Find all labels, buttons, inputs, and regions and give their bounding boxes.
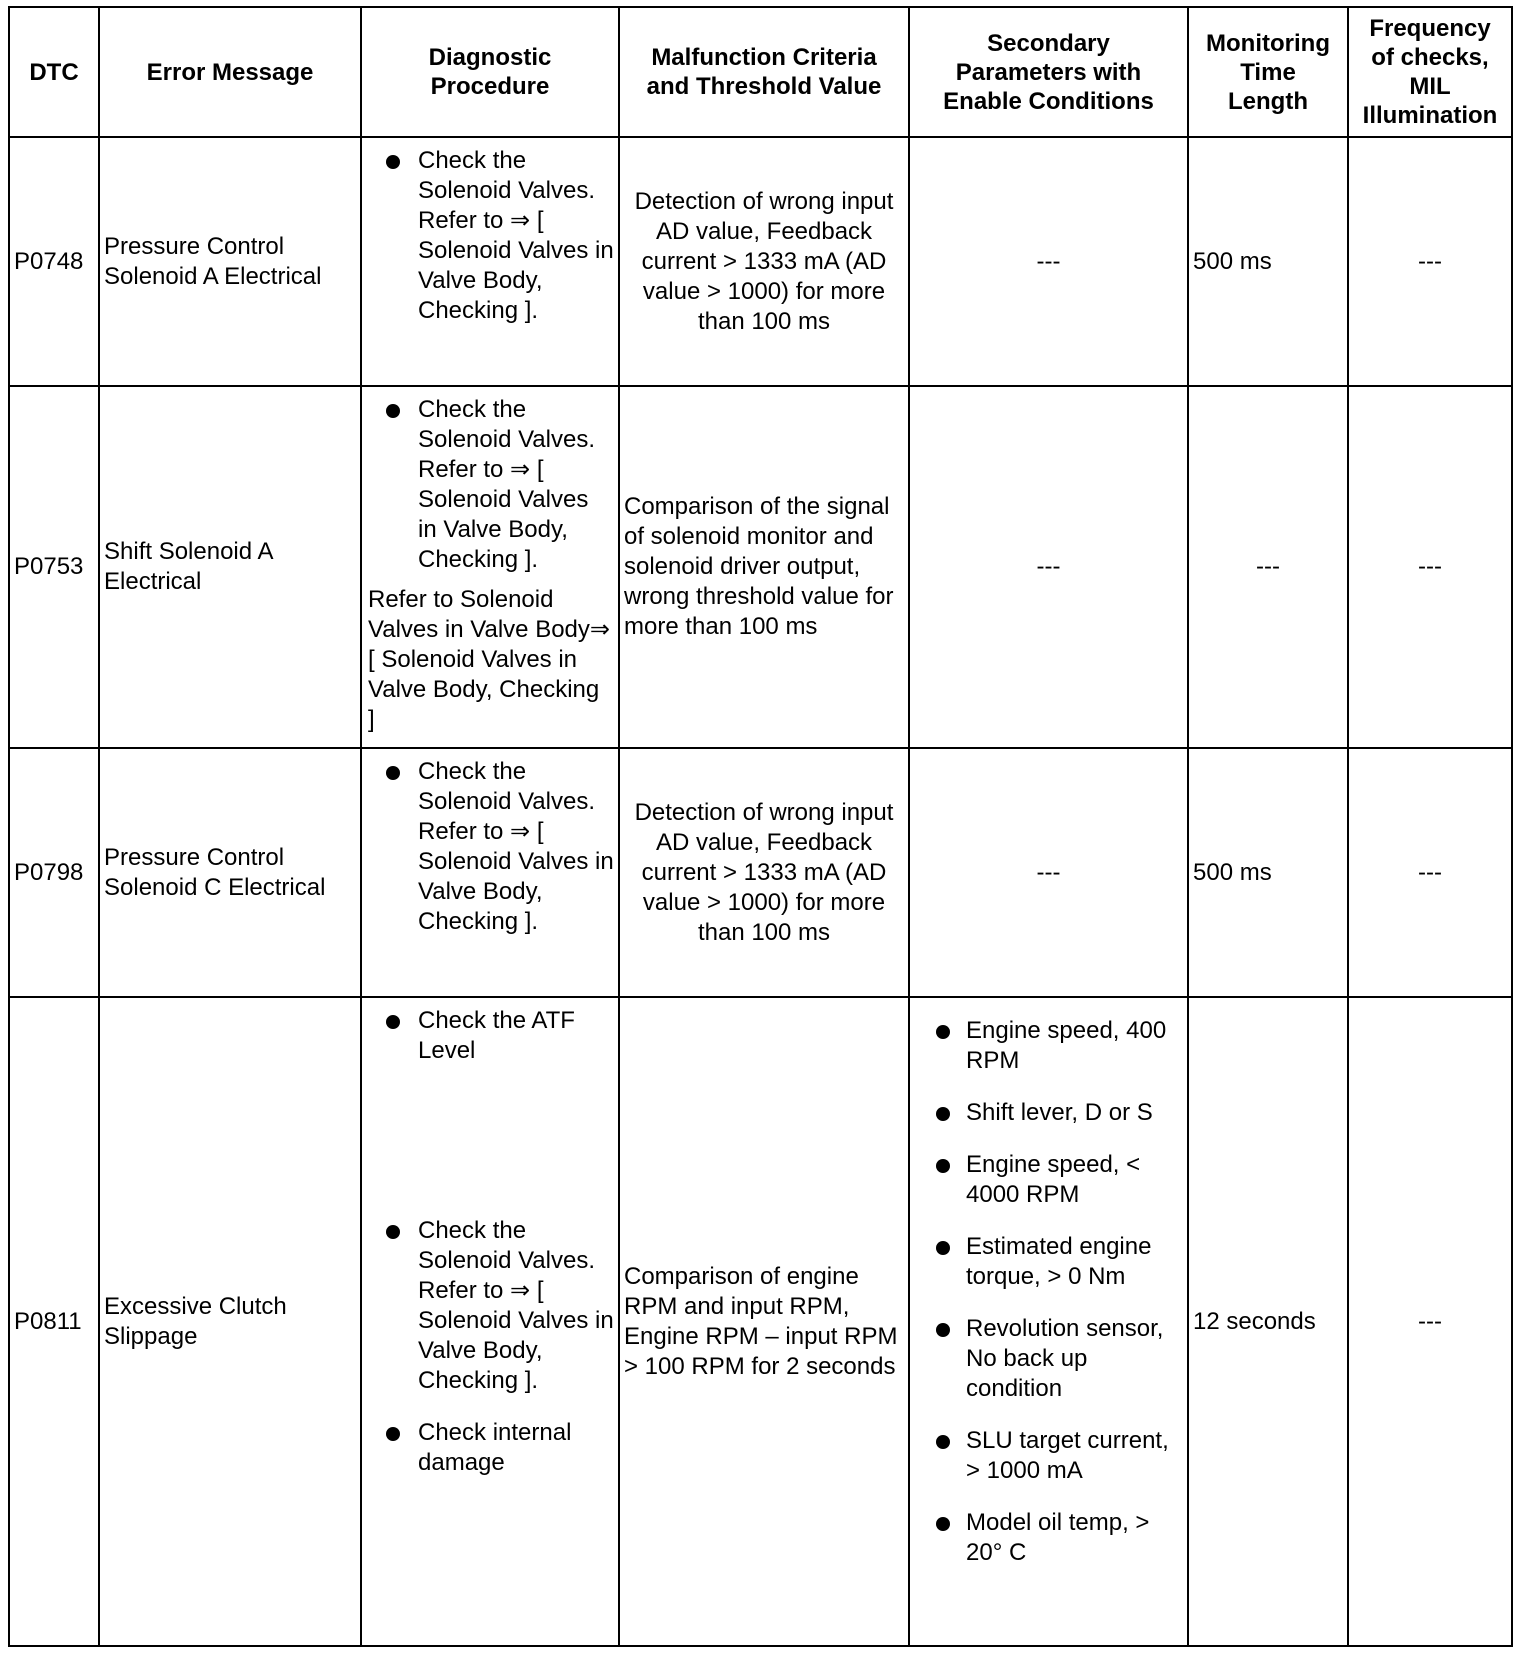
secondary-item <box>914 1314 1183 1404</box>
procedure-text: Check the ATF Level <box>418 1007 575 1064</box>
error-message: Pressure Control Solenoid A Electrical <box>99 137 361 386</box>
procedure-text: Check the Solenoid Valves. Refer to ⇒ [ Solenoid Valves in Valve Body, Checking ]. <box>418 1217 614 1394</box>
header-monitoring-time: Monitoring Time Length <box>1188 7 1348 137</box>
secondary-text: Model oil temp, > 20° C <box>966 1509 1150 1566</box>
secondary-text: Engine speed, < 4000 RPM <box>966 1151 1141 1208</box>
header-diagnostic-procedure: Diagnostic Procedure <box>361 7 619 137</box>
bullet-icon <box>936 1159 950 1173</box>
dtc-code: P0753 <box>9 386 99 748</box>
secondary-item <box>914 1232 1183 1292</box>
dtc-code: P0798 <box>9 748 99 997</box>
secondary-text: SLU target current, > 1000 mA <box>966 1427 1169 1484</box>
diagnostic-procedure <box>361 997 619 1646</box>
header-malfunction-criteria: Malfunction Criteria and Threshold Value <box>619 7 909 137</box>
secondary-parameters: --- <box>909 748 1188 997</box>
error-message: Excessive Clutch Slippage <box>99 997 361 1646</box>
diagnostic-procedure <box>361 137 619 386</box>
dtc-table <box>8 6 1513 1647</box>
header-error-message: Error Message <box>99 7 361 137</box>
secondary-text: Engine speed, 400 RPM <box>966 1017 1167 1074</box>
bullet-icon <box>936 1435 950 1449</box>
bullet-icon <box>936 1517 950 1531</box>
dtc-code: P0811 <box>9 997 99 1646</box>
bullet-icon <box>386 1225 400 1239</box>
header-frequency: Frequency of checks, MIL Illumination <box>1348 7 1512 137</box>
secondary-item <box>914 1098 1183 1128</box>
bullet-icon <box>936 1025 950 1039</box>
procedure-item <box>366 146 614 326</box>
secondary-text: Estimated engine torque, > 0 Nm <box>966 1233 1152 1290</box>
monitoring-time: 500 ms <box>1188 748 1348 997</box>
procedure-item <box>366 1418 614 1478</box>
diagnostic-procedure <box>361 748 619 997</box>
diagnostic-procedure <box>361 386 619 748</box>
malfunction-criteria: Comparison of the signal of solenoid monitor and solenoid driver output, wrong threshold value for more than 100 ms <box>619 386 909 748</box>
bullet-icon <box>386 1427 400 1441</box>
frequency: --- <box>1348 137 1512 386</box>
error-message: Shift Solenoid A Electrical <box>99 386 361 748</box>
secondary-text: Revolution sensor, No back up condition <box>966 1315 1164 1402</box>
secondary-parameters: --- <box>909 386 1188 748</box>
secondary-item <box>914 1426 1183 1486</box>
procedure-text: Check the Solenoid Valves. Refer to ⇒ [ Solenoid Valves in Valve Body, Checking ]. <box>418 758 614 935</box>
monitoring-time: 12 seconds <box>1188 997 1348 1646</box>
bullet-icon <box>386 155 400 169</box>
table-row <box>9 137 1512 386</box>
malfunction-criteria: Comparison of engine RPM and input RPM, Engine RPM – input RPM > 100 RPM for 2 seconds <box>619 997 909 1646</box>
header-dtc: DTC <box>9 7 99 137</box>
secondary-item <box>914 1150 1183 1210</box>
bullet-icon <box>936 1107 950 1121</box>
frequency: --- <box>1348 386 1512 748</box>
malfunction-criteria: Detection of wrong input AD value, Feedback current > 1333 mA (AD value > 1000) for more than 100 ms <box>619 137 909 386</box>
procedure-text: Check the Solenoid Valves. Refer to ⇒ [ Solenoid Valves in Valve Body, Checking ]. <box>418 147 614 324</box>
bullet-icon <box>936 1323 950 1337</box>
bullet-icon <box>936 1241 950 1255</box>
procedure-item <box>366 1216 614 1396</box>
bullet-icon <box>386 404 400 418</box>
header-secondary-parameters: Secondary Parameters with Enable Conditions <box>909 7 1188 137</box>
secondary-parameters: --- <box>909 137 1188 386</box>
spacer <box>366 1066 614 1216</box>
secondary-item <box>914 1016 1183 1076</box>
procedure-text: Check internal damage <box>418 1419 572 1476</box>
table-row <box>9 748 1512 997</box>
procedure-item <box>366 757 614 937</box>
secondary-text: Shift lever, D or S <box>966 1099 1153 1126</box>
spacer <box>366 1396 614 1418</box>
dtc-code: P0748 <box>9 137 99 386</box>
secondary-item <box>914 1508 1183 1568</box>
frequency: --- <box>1348 997 1512 1646</box>
monitoring-time: 500 ms <box>1188 137 1348 386</box>
header-row <box>9 7 1512 137</box>
procedure-reference: Refer to Solenoid Valves in Valve Body⇒ [ Solenoid Valves in Valve Body, Checking ] <box>368 586 611 733</box>
malfunction-criteria: Detection of wrong input AD value, Feedback current > 1333 mA (AD value > 1000) for more than 100 ms <box>619 748 909 997</box>
bullet-icon <box>386 766 400 780</box>
monitoring-time: --- <box>1188 386 1348 748</box>
procedure-item <box>366 395 610 575</box>
table-row <box>9 386 1512 748</box>
table-row <box>9 997 1512 1646</box>
error-message: Pressure Control Solenoid C Electrical <box>99 748 361 997</box>
procedure-text: Check the Solenoid Valves. Refer to ⇒ [ Solenoid Valves in Valve Body, Checking ]. <box>418 396 595 573</box>
procedure-item <box>366 1006 614 1066</box>
secondary-parameters <box>909 997 1188 1646</box>
frequency: --- <box>1348 748 1512 997</box>
bullet-icon <box>386 1015 400 1029</box>
